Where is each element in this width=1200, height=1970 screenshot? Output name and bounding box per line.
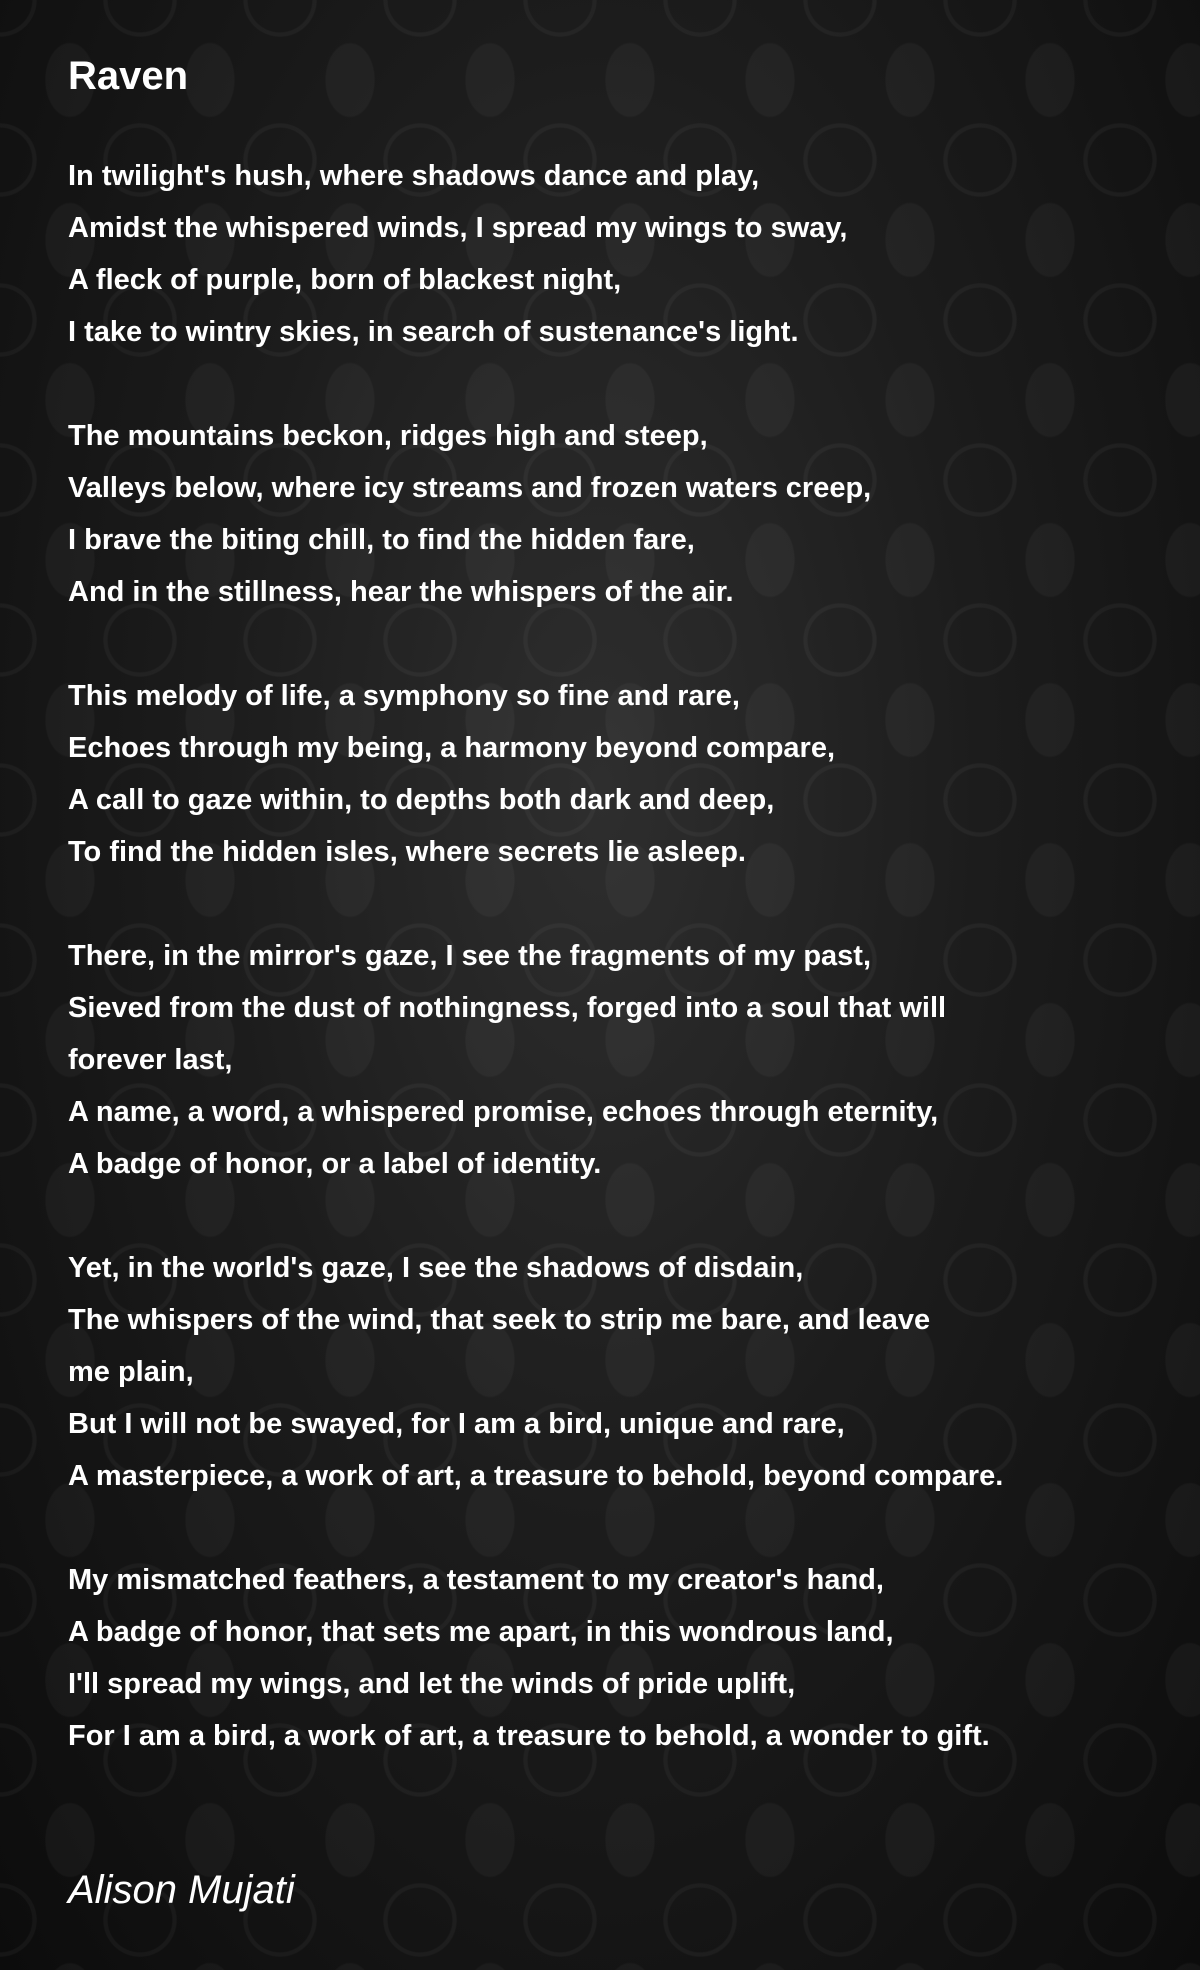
poem-line: I take to wintry skies, in search of sustenance's light. [68, 316, 799, 348]
poem-line: But I will not be swayed, for I am a bird, unique and rare, [68, 1408, 845, 1440]
poem-line: Echoes through my being, a harmony beyond compare, [68, 732, 836, 764]
poem-stanza [68, 410, 1168, 618]
poem-stanza [68, 1242, 1168, 1502]
poem-line: I brave the biting chill, to find the hidden fare, [68, 524, 695, 556]
poem-line: The mountains beckon, ridges high and steep, [68, 420, 708, 452]
poem-line: My mismatched feathers, a testament to my creator's hand, [68, 1564, 884, 1596]
poem-line: The whispers of the wind, that seek to strip me bare, and leave [68, 1304, 931, 1336]
poem-line: A masterpiece, a work of art, a treasure to behold, beyond compare. [68, 1460, 1004, 1492]
poem-stanza [68, 1554, 1168, 1762]
poem-line: This melody of life, a symphony so fine and rare, [68, 680, 740, 712]
poem-title: Raven [68, 54, 189, 98]
poem-line: A fleck of purple, born of blackest night, [68, 264, 622, 296]
poem-line: A call to gaze within, to depths both dark and deep, [68, 784, 775, 816]
poem-line: To find the hidden isles, where secrets lie asleep. [68, 836, 746, 868]
poem-body [68, 150, 1168, 1814]
poem-line: Valleys below, where icy streams and frozen waters creep, [68, 472, 872, 504]
poem-line: And in the stillness, hear the whispers of the air. [68, 576, 734, 608]
poem-line: forever last, [68, 1044, 233, 1076]
poem-line: Sieved from the dust of nothingness, forged into a soul that will [68, 992, 947, 1024]
poem-line: Amidst the whispered winds, I spread my wings to sway, [68, 212, 848, 244]
poem-line: For I am a bird, a work of art, a treasure to behold, a wonder to gift. [68, 1720, 990, 1752]
poem-stanza [68, 150, 1168, 358]
poem-author: Alison Mujati [68, 1868, 295, 1912]
poem-line: I'll spread my wings, and let the winds of pride uplift, [68, 1668, 796, 1700]
poem-line: A badge of honor, that sets me apart, in this wondrous land, [68, 1616, 894, 1648]
poem-line: Yet, in the world's gaze, I see the shadows of disdain, [68, 1252, 804, 1284]
poem-line: A name, a word, a whispered promise, echoes through eternity, [68, 1096, 939, 1128]
poem-line: A badge of honor, or a label of identity. [68, 1148, 602, 1180]
poem-stanza [68, 670, 1168, 878]
poem-line: In twilight's hush, where shadows dance and play, [68, 160, 760, 192]
poem-line: me plain, [68, 1356, 194, 1388]
poem-stanza [68, 930, 1168, 1190]
poem-line: There, in the mirror's gaze, I see the fragments of my past, [68, 940, 872, 972]
